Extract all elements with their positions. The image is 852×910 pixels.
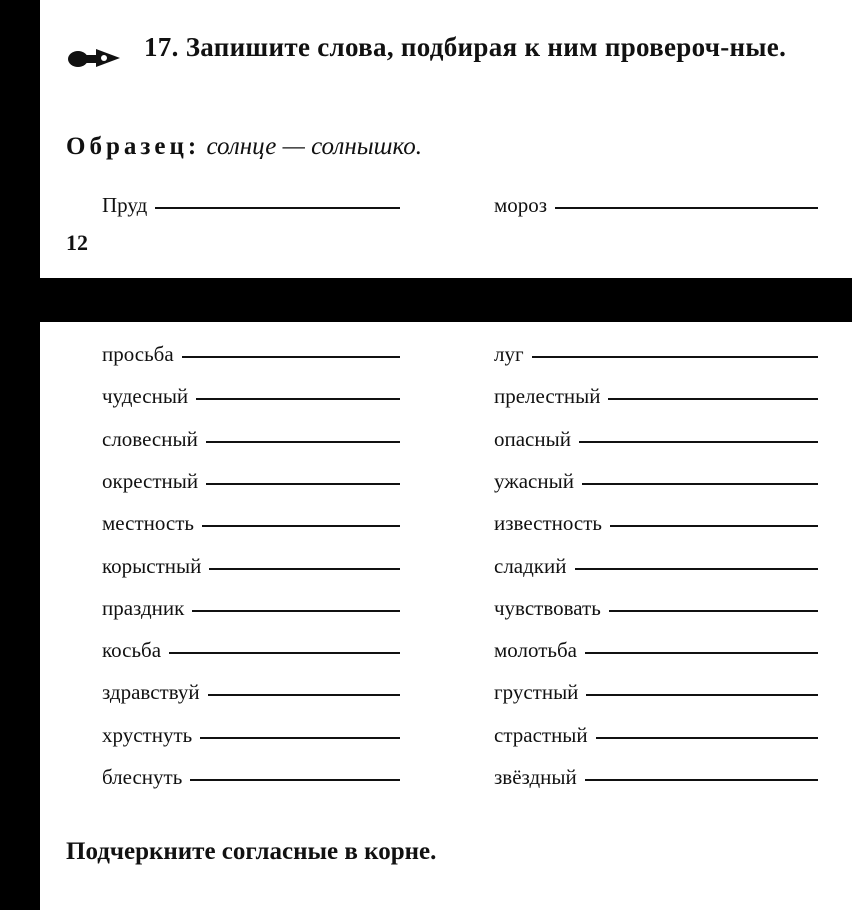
word: просьба xyxy=(102,342,174,366)
word-pair-right xyxy=(494,468,818,494)
task-number: 17. xyxy=(144,32,179,62)
word-pair-right xyxy=(494,383,818,409)
word-pair-left xyxy=(102,426,400,452)
word-pair-right xyxy=(494,426,818,452)
answer-line[interactable] xyxy=(579,441,818,443)
task-text: Запишите слова, подбирая к ним провероч-ные. xyxy=(185,32,787,62)
word-pair-left xyxy=(102,553,400,579)
word-pair-right xyxy=(494,679,818,705)
word-pair-left xyxy=(102,510,400,536)
word-pair-left xyxy=(102,595,400,621)
word: ужасный xyxy=(494,468,574,493)
word: здравствуй xyxy=(102,680,200,705)
word-pair-left xyxy=(102,764,400,790)
answer-line[interactable] xyxy=(608,398,818,400)
word: опасный xyxy=(494,426,571,451)
word-pair-right xyxy=(494,764,818,790)
answer-line[interactable] xyxy=(609,610,818,612)
word: словесный xyxy=(102,426,198,451)
pen-nib-icon xyxy=(66,44,122,72)
word: чувствовать xyxy=(494,595,601,620)
word: прелестный xyxy=(494,384,601,409)
answer-line[interactable] xyxy=(196,398,400,400)
word: известность xyxy=(494,511,603,536)
answer-line[interactable] xyxy=(182,356,400,358)
word-pair-right xyxy=(494,192,818,218)
word: грустный xyxy=(494,680,579,705)
word-pair-right xyxy=(494,595,818,621)
answer-line[interactable] xyxy=(202,525,400,527)
word-pair-left xyxy=(102,383,400,409)
word: звёздный xyxy=(494,765,577,789)
answer-line[interactable] xyxy=(582,483,818,485)
answer-line[interactable] xyxy=(586,694,818,696)
answer-line[interactable] xyxy=(596,737,818,739)
word: косьба xyxy=(102,638,162,663)
word-pair-left xyxy=(102,637,400,663)
page-number: 12 xyxy=(66,230,88,255)
sample-line xyxy=(66,130,422,164)
sample-text: солнце — солнышко. xyxy=(206,133,423,160)
word: праздник xyxy=(102,595,185,620)
word-pair-right xyxy=(494,553,818,579)
word-pair-left xyxy=(102,192,400,218)
answer-line[interactable] xyxy=(169,652,400,654)
answer-line[interactable] xyxy=(585,779,818,781)
word: молотьба xyxy=(494,638,577,663)
word: луг xyxy=(494,342,524,366)
word: окрестный xyxy=(102,468,199,493)
word-pair-left xyxy=(102,341,400,367)
answer-line[interactable] xyxy=(575,568,819,570)
word: местность xyxy=(102,511,194,536)
word: блеснуть xyxy=(102,765,183,789)
word-pair-right xyxy=(494,637,818,663)
answer-line[interactable] xyxy=(200,737,400,739)
answer-line[interactable] xyxy=(208,694,400,696)
word-pair-right xyxy=(494,510,818,536)
word: чудесный xyxy=(102,384,189,409)
word: Пруд xyxy=(102,193,148,217)
sample-label: Образец: xyxy=(66,133,201,160)
word-pair-left xyxy=(102,468,400,494)
answer-line[interactable] xyxy=(555,207,818,209)
answer-line[interactable] xyxy=(209,568,400,570)
answer-line[interactable] xyxy=(192,610,400,612)
answer-line[interactable] xyxy=(532,356,818,358)
word-pair-left xyxy=(102,722,400,748)
answer-line[interactable] xyxy=(206,483,400,485)
answer-line[interactable] xyxy=(585,652,818,654)
word: хрустнуть xyxy=(102,722,193,747)
word: страстный xyxy=(494,722,588,747)
answer-line[interactable] xyxy=(206,441,400,443)
closing-instruction: Подчеркните согласные в корне. xyxy=(66,838,437,865)
answer-line[interactable] xyxy=(610,525,818,527)
word-pair-left xyxy=(102,679,400,705)
task-heading xyxy=(144,28,834,66)
word-pair-right xyxy=(494,722,818,748)
word: сладкий xyxy=(494,553,567,578)
answer-line[interactable] xyxy=(190,779,400,781)
word: корыстный xyxy=(102,553,202,578)
word-pair-right xyxy=(494,341,818,367)
word: мороз xyxy=(494,193,548,217)
answer-line[interactable] xyxy=(155,207,400,209)
